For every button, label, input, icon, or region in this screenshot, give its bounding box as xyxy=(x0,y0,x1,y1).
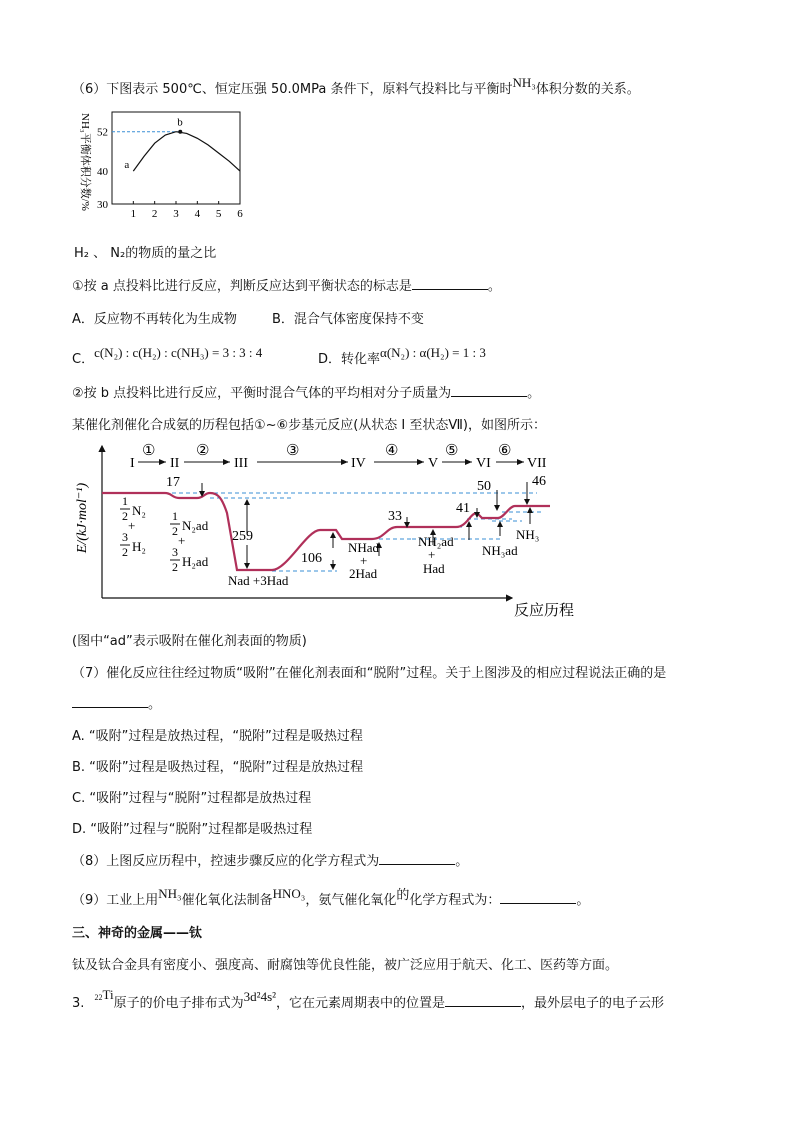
state-2: II xyxy=(170,456,180,471)
chart2-xlabel: 反应历程 xyxy=(513,603,575,619)
q6-1-option-a: A．反应物不再转化为生成物 xyxy=(72,312,237,327)
chart1-ylabel: NH₃平衡体积分数/% xyxy=(79,113,91,211)
q7-answer-line xyxy=(72,693,161,712)
chart1-x-tick: 6 xyxy=(237,208,243,220)
species-label: H₂ad xyxy=(182,554,209,569)
species-label: + xyxy=(428,547,436,562)
q9-text: ，氨气催化氧化 xyxy=(305,893,397,908)
step-3: ③ xyxy=(286,443,300,459)
ti-symbol: Ti xyxy=(102,987,114,1002)
species-label: 2 xyxy=(172,524,178,538)
chart2-ylabel: E/(kJ·mol⁻¹) xyxy=(75,482,90,554)
state-1: I xyxy=(130,456,135,471)
q7-end: 。 xyxy=(148,697,162,712)
species-label: 2Had xyxy=(349,566,378,581)
figure-note: (图中“ad”表示吸附在催化剂表面的物质) xyxy=(72,634,307,649)
answer-blank[interactable] xyxy=(451,384,527,397)
electron-config: 3d²4s² xyxy=(243,989,277,1004)
state-4: IV xyxy=(351,456,366,471)
species-label: N₂ xyxy=(132,503,146,518)
catalysis-intro: 某催化剂催化合成氨的历程包括①~⑥步基元反应(从状态 I 至状态Ⅶ)，如图所示： xyxy=(72,418,546,433)
q9-text: 的 xyxy=(396,888,410,903)
energy-value-17: 17 xyxy=(166,475,180,490)
species-label: 3 xyxy=(172,545,178,559)
q3-number: 3. xyxy=(72,996,85,1011)
species-label: 2 xyxy=(122,509,128,523)
step-1: ① xyxy=(142,443,156,459)
q3-text: ，最外层电子的电子云形 xyxy=(521,996,665,1011)
species-label: Nad +3Had xyxy=(228,573,289,588)
step-2: ② xyxy=(196,443,210,459)
chart1-x-tick: 4 xyxy=(194,208,201,220)
state-7: VII xyxy=(527,456,547,471)
species-label: NH₃ xyxy=(516,527,540,542)
chart1-xcaption: H₂ 、 N₂的物质的量之比 xyxy=(74,246,217,261)
chart1-label-b: b xyxy=(177,116,183,129)
q9-stem xyxy=(72,886,590,908)
q9-text: （9）工业上用 xyxy=(72,893,159,908)
q6-2-end: 。 xyxy=(527,386,541,401)
q9-text: 催化氧化法制备 xyxy=(181,893,273,908)
chart1-y-tick: 40 xyxy=(97,166,108,179)
option-c-label: C． xyxy=(72,352,95,367)
q6-1-option-d xyxy=(318,342,486,367)
q6-1-option-b: B．混合气体密度保持不变 xyxy=(272,312,424,327)
energy-profile-diagram xyxy=(72,438,592,623)
state-5: V xyxy=(428,456,439,471)
option-c-formula: c(N₂) : c(H₂) : c(NH₃) = 3 : 3 : 4 xyxy=(94,345,263,360)
chart1-x-tick: 1 xyxy=(130,208,137,220)
chart1-frame xyxy=(112,112,240,204)
chart1-label-a: a xyxy=(124,159,130,172)
state-6: VI xyxy=(476,456,491,471)
chart1-y-tick: 30 xyxy=(97,199,108,211)
species-label: H₂ xyxy=(132,539,146,554)
q7-option-c: C. “吸附”过程与“脱附”过程都是放热过程 xyxy=(72,791,312,806)
chart1-x-tick: 2 xyxy=(151,208,158,220)
species-label: NH₃ad xyxy=(482,543,518,558)
q9-text: 化学方程式为： xyxy=(409,893,501,908)
q6-1-stem xyxy=(72,275,501,294)
q3-stem xyxy=(72,987,665,1011)
q6-2-stem xyxy=(72,382,540,401)
nh3-formula: NH₃ xyxy=(512,75,536,90)
species-label: + xyxy=(360,553,368,568)
answer-blank[interactable] xyxy=(72,695,148,708)
q6-1-text: ①按 a 点投料比进行反应，判断反应达到平衡状态的标志是 xyxy=(72,279,412,294)
species-label: NHad xyxy=(348,540,380,555)
q7-option-a: A. “吸附”过程是放热过程，“脱附”过程是吸热过程 xyxy=(72,729,363,744)
nh3-ratio-chart xyxy=(70,100,250,230)
chart1-x-tick: 5 xyxy=(215,208,222,220)
q3-text: 原子的价电子排布式为 xyxy=(113,996,244,1011)
chart1-y-tick: 52 xyxy=(97,126,108,139)
species-label: + xyxy=(178,533,186,548)
energy-curve xyxy=(102,493,550,570)
energy-value-106: 106 xyxy=(301,551,322,566)
hno3-formula: HNO₃ xyxy=(272,886,306,901)
energy-value-46: 46 xyxy=(532,474,546,489)
q9-end: 。 xyxy=(576,893,590,908)
atomic-number: 22 xyxy=(94,993,103,1002)
q7-stem: （7）催化反应往往经过物质“吸附”在催化剂表面和“脱附”过程。关于上图涉及的相应过程说法正确的是 xyxy=(72,666,667,681)
step-5: ⑤ xyxy=(445,443,459,459)
q6-2-text: ②按 b 点投料比进行反应，平衡时混合气体的平均相对分子质量为 xyxy=(72,386,452,401)
q6-1-end: 。 xyxy=(487,279,501,294)
chart1-x-tick: 3 xyxy=(173,208,179,220)
chart1-point-b xyxy=(178,130,182,134)
q6-intro-text: （6）下图表示 500℃、恒定压强 50.0MPa 条件下，原料气投料比与平衡时 xyxy=(72,82,513,97)
step-6: ⑥ xyxy=(498,443,512,459)
species-label: + xyxy=(128,518,136,533)
chart1-series-line xyxy=(133,132,240,171)
q7-option-d: D. “吸附”过程与“脱附”过程都是吸热过程 xyxy=(72,822,313,837)
answer-blank[interactable] xyxy=(412,277,488,290)
answer-blank[interactable] xyxy=(500,891,576,904)
energy-value-41: 41 xyxy=(456,501,470,516)
species-label: 1 xyxy=(172,509,178,523)
q7-option-b: B. “吸附”过程是吸热过程，“脱附”过程是放热过程 xyxy=(72,760,364,775)
state-3: III xyxy=(234,456,248,471)
answer-blank[interactable] xyxy=(445,994,521,1007)
q6-1-option-c xyxy=(72,342,263,367)
energy-value-259: 259 xyxy=(232,529,253,544)
step-4: ④ xyxy=(385,443,399,459)
species-label: 2 xyxy=(172,560,178,574)
answer-blank[interactable] xyxy=(379,852,455,865)
option-d-label: D．转化率 xyxy=(318,352,381,367)
q3-text: ，它在元素周期表中的位置是 xyxy=(276,996,446,1011)
q8-text: （8）上图反应历程中，控速步骤反应的化学方程式为 xyxy=(72,854,380,869)
section-3-title: 三、神奇的金属——钛 xyxy=(72,926,203,941)
nh3-formula: NH₃ xyxy=(158,886,182,901)
species-label: 3 xyxy=(122,530,128,544)
species-label: 1 xyxy=(122,494,128,508)
option-d-formula: α(N₂) : α(H₂) = 1 : 3 xyxy=(380,345,486,360)
section-3-intro: 钛及钛合金具有密度小、强度高、耐腐蚀等优良性能，被广泛应用于航天、化工、医药等方面。 xyxy=(72,958,619,973)
q6-intro-end: 体积分数的关系。 xyxy=(535,82,640,97)
species-label: NH₂ad xyxy=(418,534,454,549)
energy-value-33: 33 xyxy=(388,509,402,524)
q6-intro xyxy=(72,75,640,97)
q8-stem xyxy=(72,850,468,869)
q8-end: 。 xyxy=(455,854,469,869)
species-label: 2 xyxy=(122,545,128,559)
species-label: N₂ad xyxy=(182,518,209,533)
energy-value-50: 50 xyxy=(477,479,491,494)
species-label: Had xyxy=(423,561,445,576)
